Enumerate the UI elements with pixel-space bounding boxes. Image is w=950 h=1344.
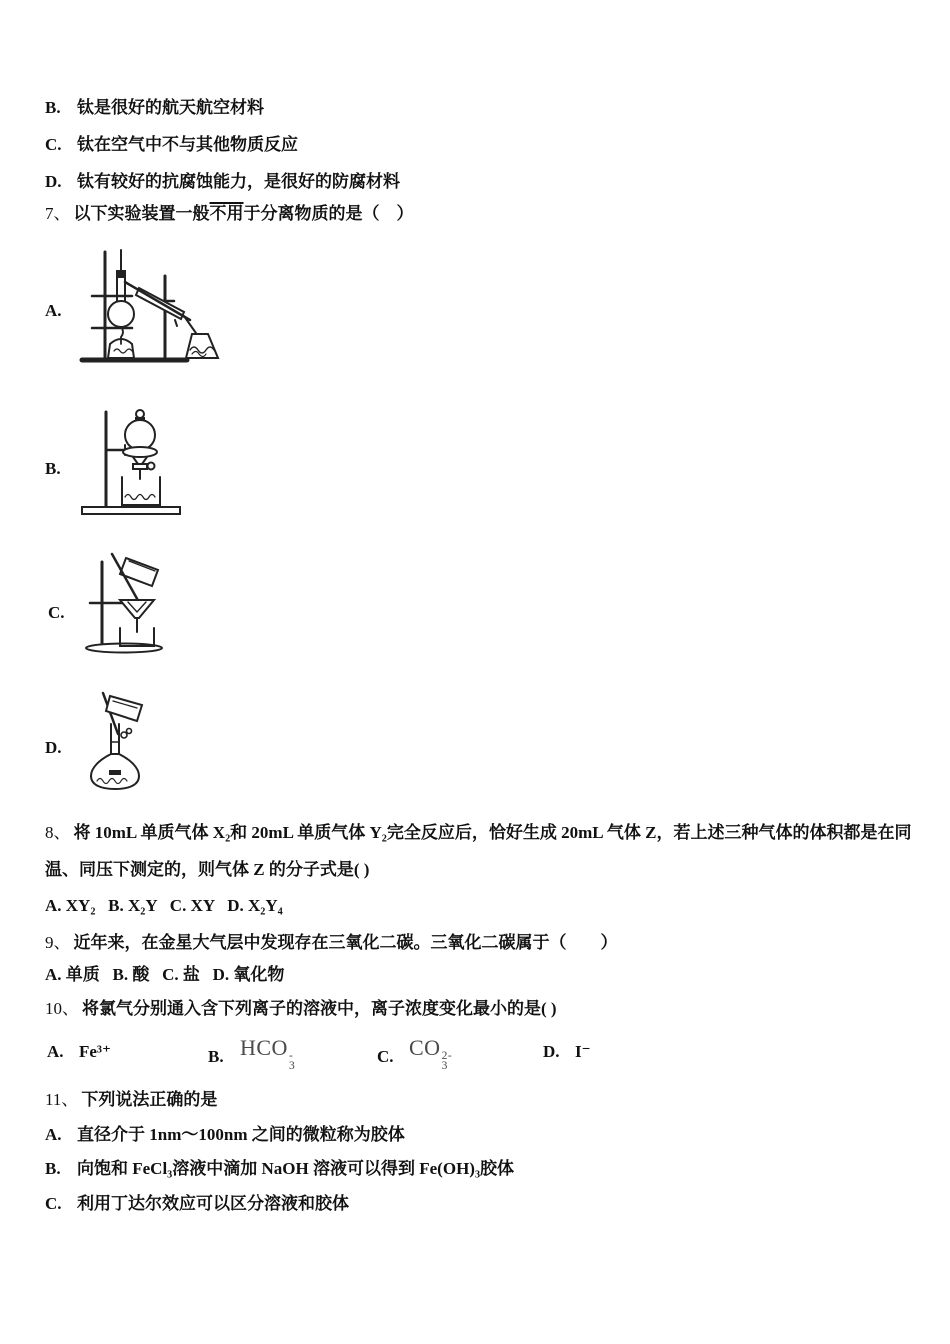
ion-formula: CO 2- 3 [409, 1035, 453, 1072]
q10-option-a: A. Fe³⁺ [47, 1042, 111, 1061]
separating-funnel-apparatus-icon [80, 404, 185, 519]
q7-option-d-label: D. [45, 738, 62, 757]
stem-text: 将 10mL 单质气体 X₂和 20mL 单质气体 Y₂完全反应后，恰好生成 20mL 气体 Z，若上述三种气体的体积都是在同 [73, 823, 912, 842]
q7-option-a-label: A. [45, 301, 62, 320]
q11-option-a: A. 直径介于 1nm～100nm 之间的微粒称为胶体 [45, 1125, 405, 1144]
q8-stem-line2 [45, 859, 369, 880]
q9-stem [45, 932, 618, 953]
subscript: 3 [441, 1060, 448, 1072]
question-number: 11、 [45, 1090, 79, 1109]
q7-option-c-label: C. [48, 603, 65, 622]
q7-stem [45, 203, 414, 224]
q6-option-d [45, 171, 400, 192]
option-text: 利用丁达尔效应可以区分溶液和胶体 [77, 1194, 349, 1213]
option-text: 向饱和 FeCl₃溶液中滴加 NaOH 溶液可以得到 Fe(OH)₃胶体 [77, 1159, 515, 1178]
stem-text: 下列说法正确的是 [81, 1090, 218, 1109]
option-text: 钛是很好的航天航空材料 [77, 98, 264, 117]
ion-formula: I⁻ [575, 1042, 591, 1061]
q10-option-b: B. HCO - 3 [208, 1035, 296, 1072]
question-number: 8、 [45, 823, 71, 842]
question-number: 10、 [45, 999, 79, 1018]
option-text: 直径介于 1nm～100nm 之间的微粒称为胶体 [77, 1125, 405, 1144]
q10-option-c: C. CO 2- 3 [377, 1035, 453, 1072]
q10-option-d: D. I⁻ [543, 1042, 591, 1061]
ion-formula: HCO - 3 [240, 1035, 296, 1072]
question-number: 9、 [45, 933, 71, 952]
option-text: 钛有较好的抗腐蚀能力，是很好的防腐材料 [77, 172, 400, 191]
stem-text: 近年来，在金星大气层中发现存在三氧化二碳。三氧化二碳属于（ ） [73, 933, 618, 952]
option-label: B. [45, 98, 61, 117]
q11-option-c: C. 利用丁达尔效应可以区分溶液和胶体 [45, 1194, 349, 1213]
stem-text: 温、同压下测定的，则气体 Z 的分子式是( ) [45, 860, 370, 879]
stem-text: 以下实验装置一般 [73, 204, 210, 223]
subscript: 3 [288, 1060, 296, 1072]
stem-text: 将氯气分别通入含下列离子的溶液中，离子浓度变化最小的是( ) [82, 999, 557, 1018]
q7-option-b-label: B. [45, 459, 61, 478]
question-number: 7、 [45, 204, 71, 223]
distillation-apparatus-icon [72, 246, 227, 371]
emphasized-text: 不用 [209, 204, 244, 223]
superscript: - [288, 1050, 294, 1062]
stem-text: 于分离物质的是（ ） [243, 204, 414, 223]
q8-stem-line1 [45, 822, 912, 843]
q10-stem [45, 998, 557, 1019]
option-text: 钛在空气中不与其他物质反应 [77, 135, 298, 154]
q6-option-b [45, 97, 264, 118]
superscript: 2- [441, 1050, 453, 1062]
q8-options: A. XY₂ B. X₂Y C. XY D. X₂Y₄ [45, 896, 283, 915]
q11-option-b: B. 向饱和 FeCl₃溶液中滴加 NaOH 溶液可以得到 Fe(OH)₃胶体 [45, 1159, 515, 1178]
q6-option-c [45, 134, 298, 155]
option-label: C. [45, 135, 62, 154]
filtration-apparatus-icon [82, 548, 172, 658]
ion-formula: Fe³⁺ [79, 1042, 111, 1061]
q9-options: A. 单质 B. 酸 C. 盐 D. 氧化物 [45, 965, 285, 984]
q11-stem [45, 1089, 217, 1110]
volumetric-flask-transfer-icon [83, 690, 153, 793]
option-label: D. [45, 172, 62, 191]
